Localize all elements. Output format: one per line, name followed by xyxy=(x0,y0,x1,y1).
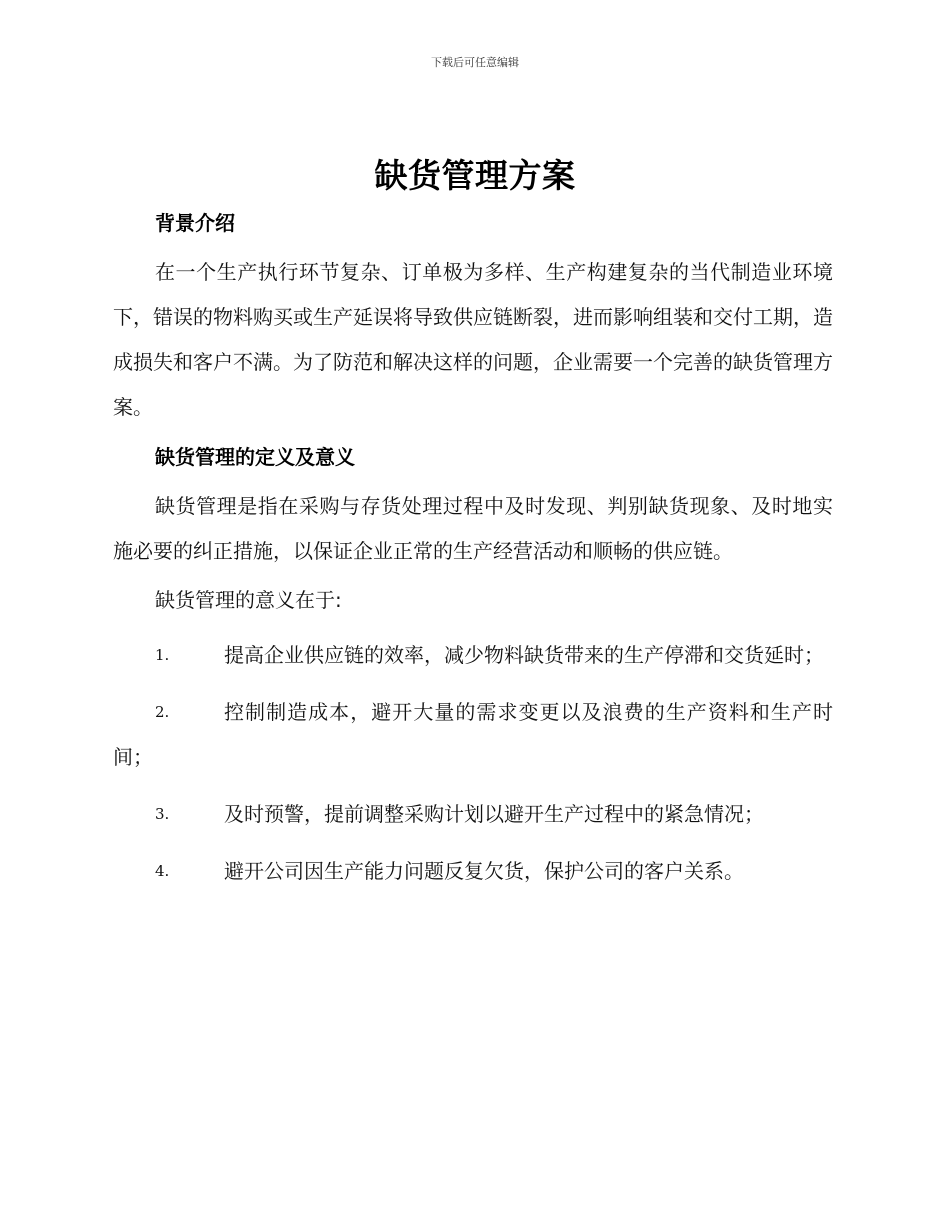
section-heading-background: 背景介绍 xyxy=(155,211,235,235)
list-item-number: 2. xyxy=(155,703,170,721)
list-item xyxy=(113,849,833,894)
background-paragraph: 在一个生产执行环节复杂、订单极为多样、生产构建复杂的当代制造业环境下，错误的物料购买或生产延误将导致供应链断裂，进而影响组装和交付工期，造成损失和客户不满。为了防范和解决这样的问题，企业需要一个完善的缺货管理方案。 xyxy=(113,260,833,419)
list-item-text: 避开公司因生产能力问题反复欠货，保护公司的客户关系。 xyxy=(224,859,744,883)
list-item-number: 1. xyxy=(155,646,170,664)
section-heading-definition: 缺货管理的定义及意义 xyxy=(155,445,355,469)
meaning-list xyxy=(113,633,833,894)
list-item-number: 3. xyxy=(155,805,170,823)
list-item-text: 提高企业供应链的效率，减少物料缺货带来的生产停滞和交货延时； xyxy=(224,643,824,667)
list-item xyxy=(113,792,833,837)
list-item-number: 4. xyxy=(155,862,170,880)
list-item-text: 控制制造成本，避开大量的需求变更以及浪费的生产资料和生产时间； xyxy=(113,700,833,769)
list-item-text: 及时预警，提前调整采购计划以避开生产过程中的紧急情况； xyxy=(224,802,764,826)
meaning-intro: 缺货管理的意义在于: xyxy=(155,588,342,612)
definition-paragraph: 缺货管理是指在采购与存货处理过程中及时发现、判别缺货现象、及时地实施必要的纠正措施，以保证企业正常的生产经营活动和顺畅的供应链。 xyxy=(113,494,833,563)
document-body xyxy=(113,200,833,906)
document-title: 缺货管理方案 xyxy=(374,156,576,195)
list-item xyxy=(113,690,833,780)
list-item xyxy=(113,633,833,678)
page-header-note: 下载后可任意编辑 xyxy=(431,56,519,69)
